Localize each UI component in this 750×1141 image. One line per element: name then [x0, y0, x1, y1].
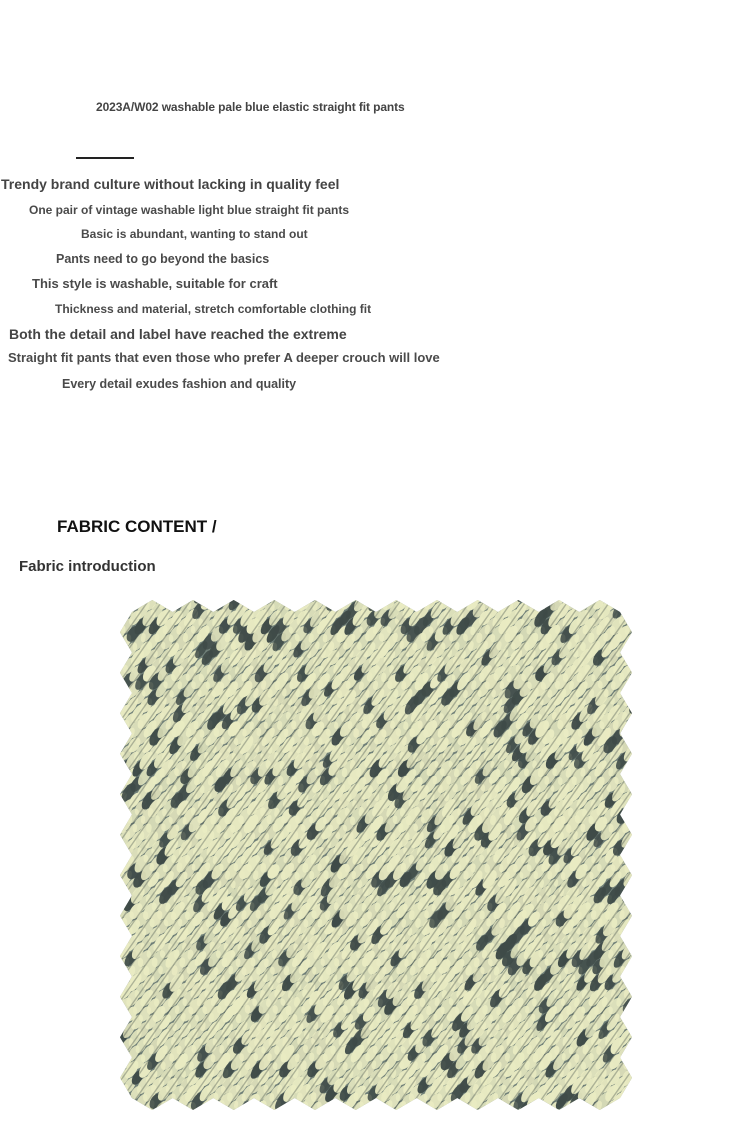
- fabric-yarn: [626, 639, 632, 659]
- fabric-yarn: [628, 933, 632, 953]
- fabric-yarn: [120, 1106, 135, 1110]
- fabric-yarn: [120, 687, 121, 708]
- fabric-yarn: [122, 600, 139, 605]
- fabric-yarn: [614, 1098, 632, 1110]
- fabric-yarn: [163, 600, 182, 605]
- fabric-yarn: [120, 964, 124, 985]
- fabric-yarn: [443, 600, 461, 605]
- fabric-yarn: [528, 600, 545, 604]
- fabric-yarn: [631, 718, 632, 739]
- fabric-yarn: [120, 726, 123, 747]
- description-line: Basic is abundant, wanting to stand out: [81, 227, 308, 241]
- fabric-yarn: [328, 1108, 344, 1110]
- fabric-yarn: [160, 1108, 176, 1110]
- fabric-yarn: [243, 1107, 261, 1110]
- fabric-yarn: [608, 1108, 624, 1110]
- fabric-yarn: [120, 1051, 121, 1073]
- fabric-content-heading: FABRIC CONTENT /: [57, 517, 217, 536]
- description-line: Thickness and material, stretch comfortable clothing fit: [55, 302, 372, 316]
- fabric-yarn: [120, 797, 122, 819]
- description-line: Pants need to go beyond the basics: [56, 252, 270, 266]
- fabric-yarn: [332, 600, 350, 605]
- fabric-yarn: [618, 600, 632, 613]
- fabric-yarn: [120, 1090, 123, 1110]
- description-line: Every detail exudes fashion and quality: [62, 377, 297, 391]
- fabric-yarn: [247, 600, 266, 605]
- fabric-yarn: [120, 600, 132, 613]
- fabric-yarn: [416, 600, 433, 604]
- fabric-yarn: [628, 1098, 632, 1110]
- description-line: Both the detail and label have reached the extreme: [9, 326, 347, 342]
- description-line: This style is washable, suitable for craft: [32, 276, 278, 291]
- fabric-yarn: [369, 1106, 388, 1110]
- fabric-yarn: [626, 600, 632, 604]
- title-divider: [76, 157, 134, 159]
- fabric-yarn: [453, 1107, 471, 1110]
- fabric-groove: [120, 600, 121, 1110]
- fabric-yarn: [623, 1091, 632, 1110]
- fabric-yarn: [631, 608, 632, 628]
- fabric-yarn: [290, 600, 308, 605]
- fabric-yarn: [120, 766, 125, 787]
- description-line: Trendy brand culture without lacking in quality feel: [1, 176, 340, 192]
- fabric-yarn: [206, 600, 223, 604]
- fabric-yarn: [524, 1107, 541, 1110]
- fabric-yarn: [201, 1107, 219, 1110]
- fabric-yarn: [626, 767, 632, 786]
- fabric-yarn: [537, 1107, 555, 1110]
- fabric-yarn: [628, 1043, 632, 1064]
- fabric-yarn: [631, 846, 632, 865]
- fabric-yarn: [631, 1083, 632, 1104]
- fabric-yarn: [173, 1107, 190, 1110]
- fabric-yarn: [284, 1106, 304, 1110]
- fabric-yarn: [495, 1106, 513, 1110]
- fabric-yarn: [120, 923, 122, 946]
- fabric-yarn: [631, 901, 632, 922]
- fabric-yarn: [628, 806, 632, 826]
- description-line: Straight fit pants that even those who prefer A deeper crouch will love: [8, 350, 440, 365]
- fabric-yarn: [612, 600, 630, 605]
- fabric-yarn: [120, 1097, 130, 1110]
- description-line: One pair of vintage washable light blue straight fit pants: [29, 203, 350, 217]
- fabric-yarn: [374, 600, 391, 604]
- fabric-yarn: [565, 1106, 584, 1110]
- fabric-yarn: [628, 678, 632, 701]
- fabric-yarn: [579, 1107, 597, 1110]
- fabric-yarn: [481, 1106, 500, 1110]
- fabric-yarn: [132, 1108, 148, 1110]
- fabric-yarn: [631, 956, 632, 977]
- fabric-yarn: [630, 972, 632, 992]
- fabric-yarn: [621, 1106, 632, 1110]
- product-title: 2023A/W02 washable pale blue elastic straight fit pants: [96, 100, 405, 114]
- fabric-yarn: [624, 600, 632, 620]
- fabric-yarn: [120, 640, 126, 660]
- fabric-swatch-image: [120, 600, 632, 1110]
- fabric-yarn: [570, 600, 588, 604]
- fabric-yarn: [486, 600, 503, 604]
- fabric-yarn: [120, 854, 122, 874]
- fabric-yarn: [120, 600, 124, 620]
- fabric-yarn: [631, 1011, 632, 1034]
- fabric-introduction-label: Fabric introduction: [19, 558, 156, 575]
- fabric-yarn: [411, 1107, 429, 1110]
- fabric-yarn: [120, 757, 121, 780]
